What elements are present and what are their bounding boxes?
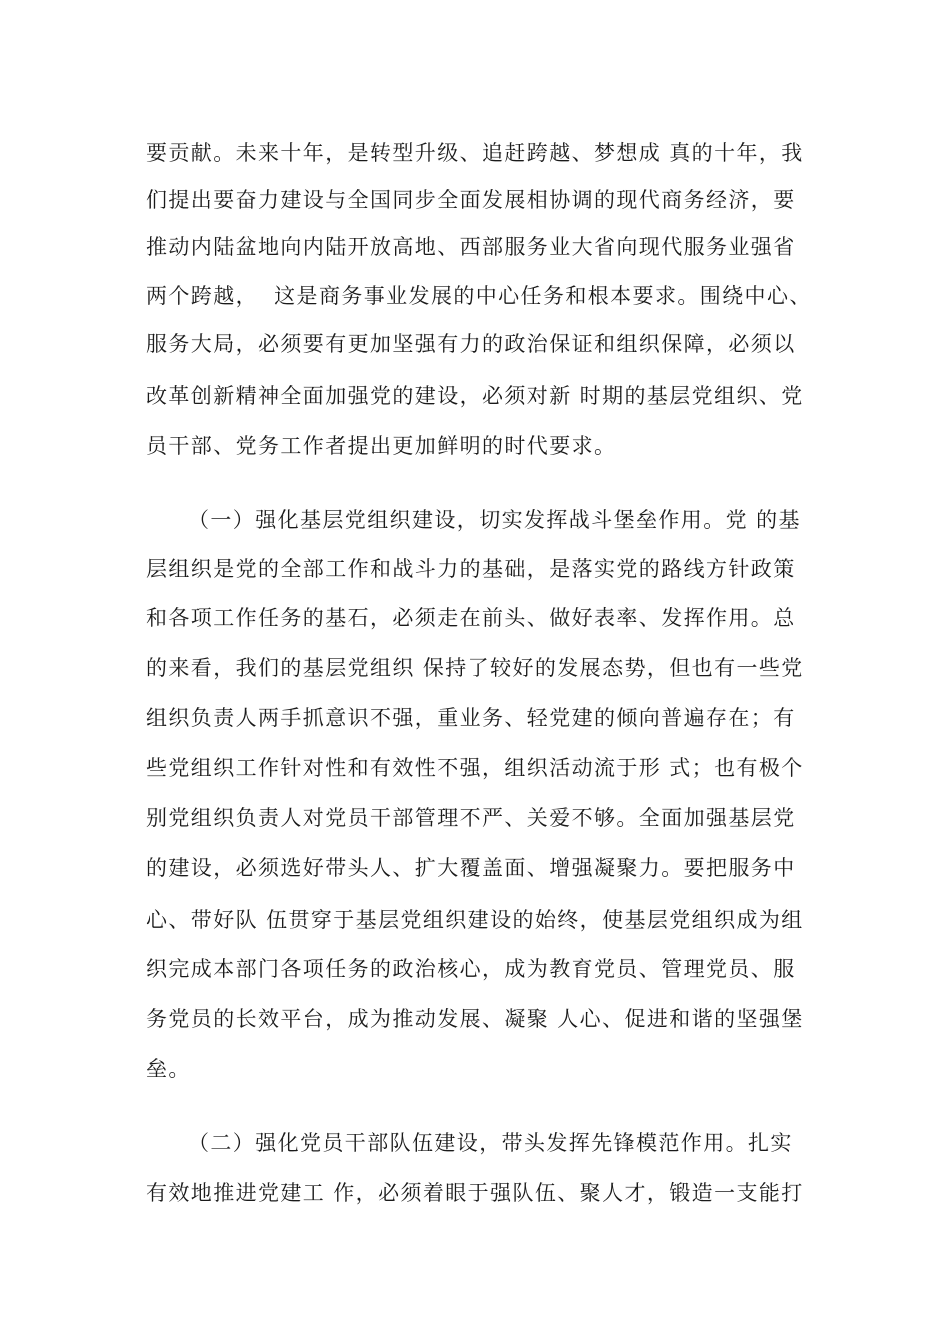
text-line: 员干部、党务工作者提出更加鲜明的时代要求。 (146, 434, 617, 458)
text-line: 改革创新精神全面加强党的建设，必须对新 时期的基层党组织、党 (146, 384, 804, 408)
text-line: 些党组织工作针对性和有效性不强，组织活动流于形 式；也有极个 (146, 756, 804, 780)
text-line: 服务大局，必须要有更加坚强有力的政治保证和组织保障，必须以 (146, 332, 796, 356)
text-line: 心、带好队 伍贯穿于基层党组织建设的始终，使基层党组织成为组 (146, 908, 804, 932)
text-line: 垒。 (146, 1057, 191, 1081)
text-line: 和各项工作任务的基石，必须走在前头、做好表率、发挥作用。总 (146, 606, 796, 630)
text-line: 要贡献。未来十年，是转型升级、追赶跨越、梦想成 真的十年，我 (146, 141, 804, 165)
text-line: 别党组织负责人对党员干部管理不严、关爱不够。全面加强基层党 (146, 806, 796, 830)
text-line: 推动内陆盆地向内陆开放高地、西部服务业大省向现代服务业强省 (146, 235, 796, 259)
text-line: 的来看，我们的基层党组织 保持了较好的发展态势，但也有一些党 (146, 656, 804, 680)
text-line: 两个跨越， 这是商务事业发展的中心任务和根本要求。围绕中心、 (146, 284, 812, 308)
text-line: 务党员的长效平台，成为推动发展、凝聚 人心、促进和谐的坚强堡 (146, 1007, 804, 1031)
text-line: 的建设，必须选好带头人、扩大覆盖面、增强凝聚力。要把服务中 (146, 856, 796, 880)
text-line: （一）强化基层党组织建设，切实发挥战斗堡垒作用。党 的基 (188, 508, 801, 532)
text-line: 有效地推进党建工 作，必须着眼于强队伍、聚人才，锻造一支能打 (146, 1181, 804, 1205)
text-line: （二）强化党员干部队伍建设，带头发挥先锋模范作用。扎实 (188, 1131, 793, 1155)
text-line: 们提出要奋力建设与全国同步全面发展相协调的现代商务经济，要 (146, 188, 796, 212)
text-line: 织完成本部门各项任务的政治核心，成为教育党员、管理党员、服 (146, 957, 796, 981)
text-line: 组织负责人两手抓意识不强，重业务、轻党建的倾向普遍存在；有 (146, 706, 796, 730)
text-line: 层组织是党的全部工作和战斗力的基础，是落实党的路线方针政策 (146, 557, 796, 581)
